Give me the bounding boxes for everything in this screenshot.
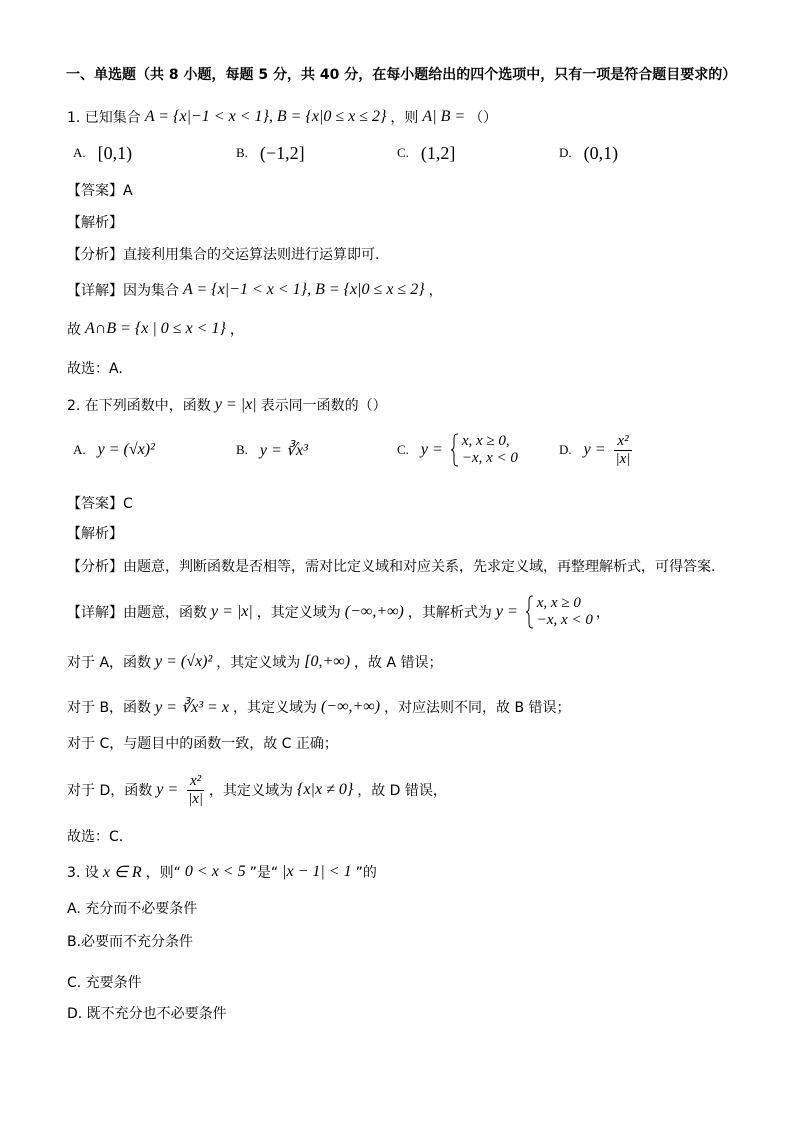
- q1-result-lead: 故: [67, 322, 81, 338]
- q3-option-c: C. 充要条件: [67, 975, 142, 991]
- option-label: A.: [73, 442, 86, 457]
- for-a-lead: 对于 A，函数: [67, 655, 152, 671]
- brace-icon: [525, 595, 534, 629]
- q2-detail-mid2: ，其解析式为: [407, 605, 492, 621]
- q2-detail-mid1: ，其定义域为: [256, 605, 341, 621]
- fraction-denominator: |x|: [615, 450, 631, 467]
- q3-stem-expr1: x ∈ R: [102, 864, 142, 881]
- q2-detail-expr: y = |x|: [211, 603, 253, 620]
- q1-detail-sets: A = {x|−1 < x < 1}, B = {x|0 ≤ x ≤ 2}: [183, 281, 425, 298]
- q1-answer: 【答案】A: [67, 183, 133, 199]
- q1-stem-tail: （）: [469, 110, 498, 126]
- q2-detail-domain: (−∞,+∞): [344, 603, 404, 620]
- option-label: A.: [73, 145, 86, 160]
- piecewise-row: x, x ≥ 0: [536, 595, 581, 611]
- q2-for-c: 对于 C，与题目中的函数一致，故 C 正确；: [67, 736, 338, 752]
- q1-detail: [67, 270, 443, 310]
- q3-stem-lead: 3. 设: [67, 865, 99, 881]
- q1-stem-expr: A| B =: [422, 108, 466, 125]
- fraction-denominator: |x|: [188, 790, 204, 807]
- q2-stem-expr: y = |x|: [214, 396, 257, 413]
- option-value: (−1,2]: [259, 142, 305, 163]
- q2-stem-lead: 2. 在下列函数中，函数: [67, 398, 211, 414]
- fraction: [613, 433, 634, 468]
- q3-stem-expr3: |x − 1| < 1: [282, 863, 352, 880]
- q2-fenxi: 【分析】由题意，判断函数是否相等，需对比定义域和对应关系，先求定义域，再整理解析式，可得答案.: [67, 559, 716, 575]
- for-d-domain: {x|x ≠ 0}: [297, 781, 354, 798]
- q1-result-expr: A∩B = {x | 0 ≤ x < 1}: [85, 320, 226, 337]
- piecewise-row: −x, x < 0: [461, 450, 518, 466]
- q2-option-c: [397, 430, 521, 470]
- q1-fenxi: 【分析】直接利用集合的交运算法则进行运算即可.: [67, 247, 380, 263]
- option-label: B.: [236, 442, 248, 457]
- option-expr: y = (√x)²: [97, 441, 155, 458]
- q2-choose: 故选：C.: [67, 829, 124, 845]
- q1-jiexi-label: 【解析】: [67, 215, 123, 231]
- q3-option-d: D. 既不充分也不必要条件: [67, 1006, 227, 1022]
- option-label: C.: [397, 145, 409, 160]
- for-b-domain: (−∞,+∞): [320, 698, 381, 715]
- for-b-lead: 对于 B，函数: [67, 700, 152, 716]
- q2-option-b: [236, 430, 312, 470]
- option-label: B.: [236, 145, 248, 160]
- fraction: [185, 773, 206, 808]
- q1-result: [67, 309, 244, 349]
- q3-stem-mid1: ，则“: [145, 865, 181, 881]
- q2-jiexi-label: 【解析】: [67, 526, 123, 542]
- q1-option-c: [397, 133, 459, 173]
- for-b-expr: y = ∛x³ = x: [155, 699, 229, 716]
- q1-options: [0, 133, 794, 173]
- for-a-domain: [0,+∞): [304, 653, 351, 670]
- q1-choose: 故选：A.: [67, 361, 123, 377]
- q3-stem-tail: ”的: [355, 865, 377, 881]
- q2-for-d: [67, 770, 447, 810]
- option-label: C.: [397, 442, 409, 457]
- q2-detail: [67, 592, 610, 632]
- q3-option-a: A. 充分而不必要条件: [67, 901, 198, 917]
- option-value: [0,1): [97, 142, 133, 163]
- for-a-mid: ，其定义域为: [216, 655, 301, 671]
- q3-stem-expr2: 0 < x < 5: [184, 863, 246, 880]
- q2-for-b: [67, 687, 571, 727]
- for-d-lead: 对于 D，函数: [67, 783, 153, 799]
- option-value: (1,2]: [420, 142, 456, 163]
- piecewise-rows: [462, 433, 518, 467]
- for-a-expr: y = (√x)²: [155, 653, 213, 670]
- for-b-mid: ，其定义域为: [232, 700, 317, 716]
- q2-option-a: [73, 430, 159, 470]
- for-a-tail: ，故 A 错误；: [354, 655, 443, 671]
- option-value: (0,1): [583, 142, 619, 163]
- option-lhs: y =: [420, 441, 443, 458]
- q1-stem-mid: ，则: [390, 110, 419, 126]
- q1-stem-sets: A = {x|−1 < x < 1}, B = {x|0 ≤ x ≤ 2}: [144, 108, 387, 125]
- q3-stem: [67, 852, 377, 892]
- for-d-tail: ，故 D 错误，: [357, 783, 447, 799]
- for-d-mid: ，其定义域为: [209, 783, 294, 799]
- q2-detail-lhs: y =: [495, 603, 518, 620]
- piecewise-row: −x, x < 0: [536, 612, 593, 628]
- q2-options: [0, 430, 794, 470]
- brace-icon: [450, 433, 459, 467]
- q1-option-a: [73, 133, 136, 173]
- piecewise-rows: [537, 595, 593, 629]
- section-heading: 一、单选题（共 8 小题，每题 5 分，共 40 分，在每小题给出的四个选项中，只有一项是符合题目要求的）: [66, 67, 737, 83]
- q2-for-a: [67, 642, 443, 682]
- q2-stem: [67, 385, 387, 425]
- piecewise-row: x, x ≥ 0,: [461, 433, 510, 449]
- option-label: D.: [559, 442, 572, 457]
- piecewise: [450, 433, 518, 467]
- fraction-numerator: x²: [614, 433, 631, 451]
- q1-option-b: [236, 133, 309, 173]
- q2-detail-tail: ，: [595, 605, 610, 621]
- fraction-numerator: x²: [187, 773, 204, 791]
- for-d-lhs: y =: [156, 781, 179, 798]
- piecewise: [525, 595, 593, 629]
- q2-detail-lead: 【详解】由题意，函数: [67, 605, 207, 621]
- option-lhs: y =: [583, 441, 606, 458]
- q3-option-b: B.必要而不充分条件: [67, 934, 194, 950]
- q1-option-d: [559, 133, 622, 173]
- q1-stem: [67, 97, 497, 137]
- q1-detail-tail: ，: [428, 283, 443, 299]
- option-expr: y = ∛x³: [259, 442, 308, 459]
- q1-detail-lead: 【详解】因为集合: [67, 283, 179, 299]
- option-label: D.: [559, 145, 572, 160]
- for-b-tail: ，对应法则不同，故 B 错误；: [384, 700, 571, 716]
- q3-stem-mid2: ”是“: [249, 865, 279, 881]
- q2-answer: 【答案】C: [67, 496, 133, 512]
- q2-option-d: [559, 430, 636, 470]
- q1-stem-lead: 1. 已知集合: [67, 110, 141, 126]
- q2-stem-tail: 表示同一函数的（）: [260, 398, 387, 414]
- q1-result-tail: ，: [229, 322, 244, 338]
